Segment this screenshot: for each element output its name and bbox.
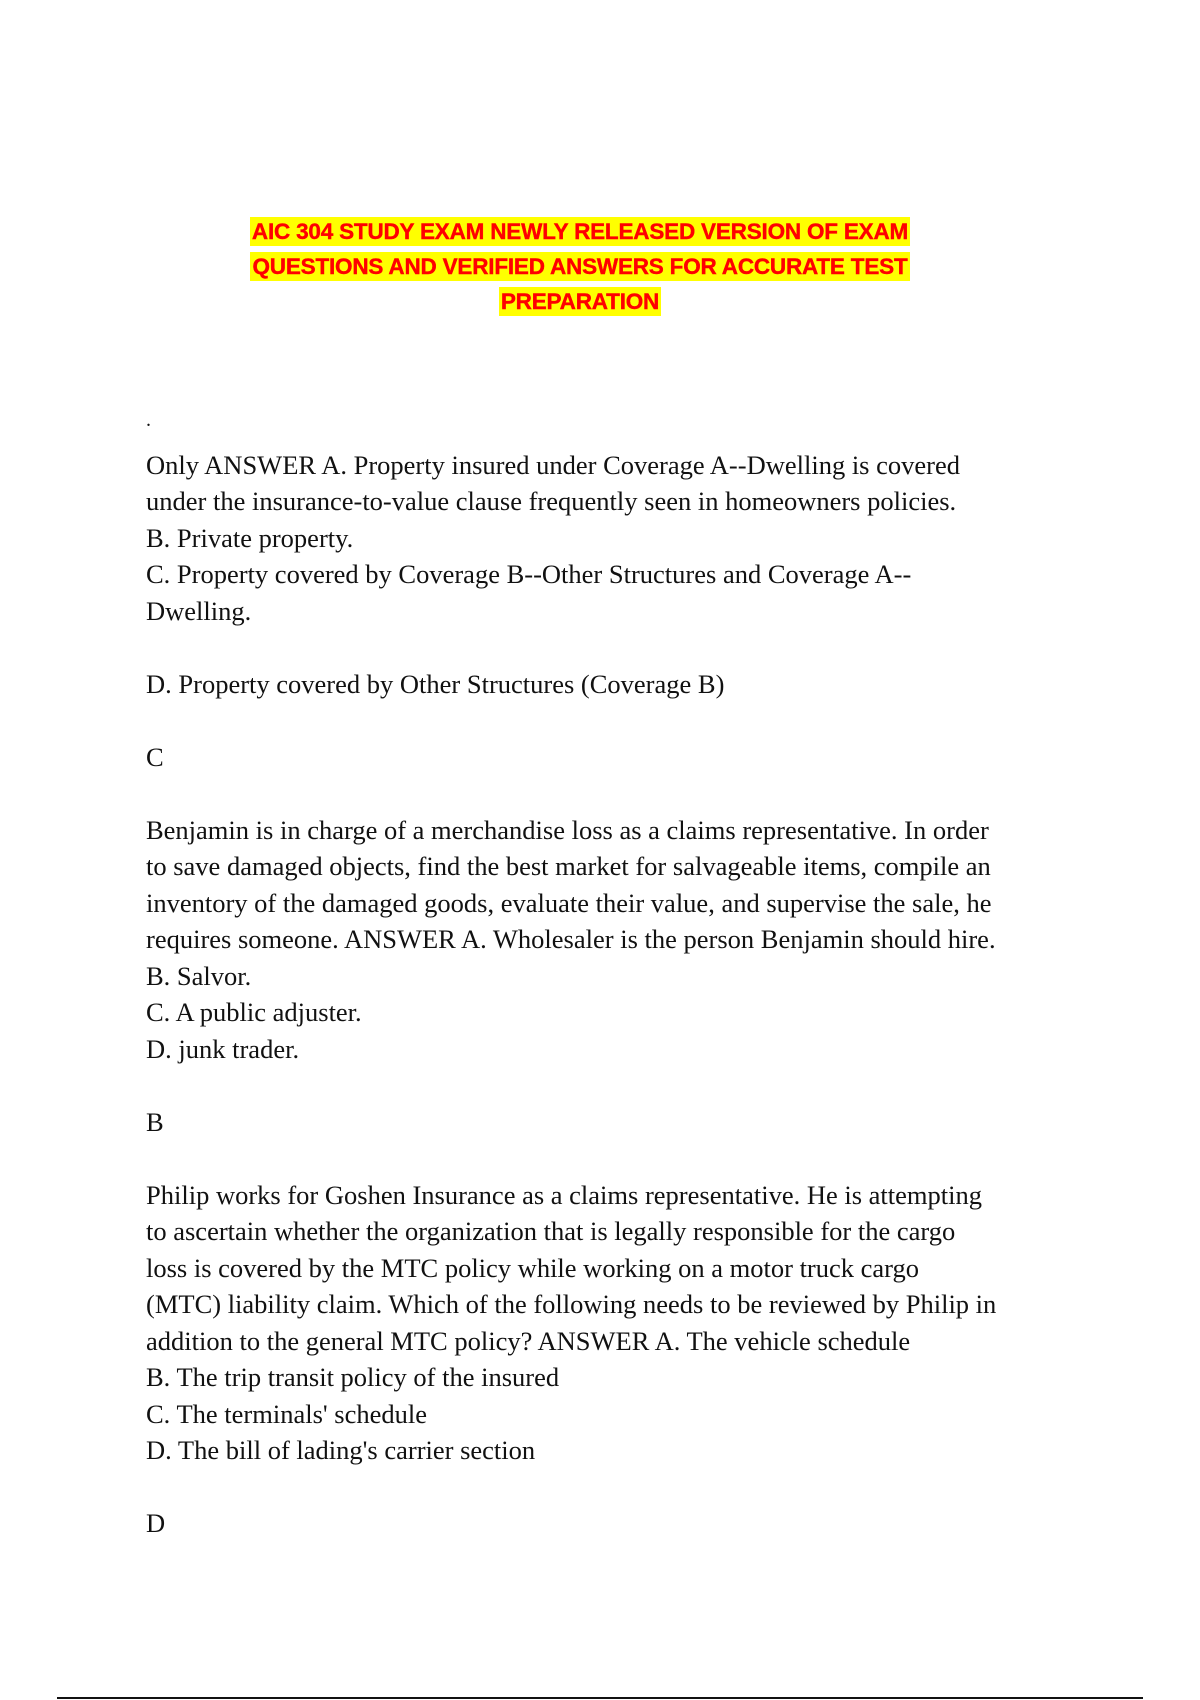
q2-option-d: D. junk trader. xyxy=(146,1033,300,1064)
q2-stem-line-1: Benjamin is in charge of a merchandise loss as a claims representative. In order xyxy=(146,814,989,845)
q1-option-c-line-1: C. Property covered by Coverage B--Other Structures and Coverage A-- xyxy=(146,559,912,589)
q1-stem-line-2: under the insurance-to-value clause frequently seen in homeowners policies. xyxy=(146,486,957,516)
q3-option-b: B. The trip transit policy of the insured xyxy=(146,1362,560,1392)
q3-option-d: D. The bill of lading's carrier section xyxy=(146,1435,536,1465)
q1-option-c-line-2: Dwelling. xyxy=(146,595,252,626)
q1-option-b: B. Private property. xyxy=(146,522,354,553)
question-1 xyxy=(146,447,1076,776)
document-body xyxy=(146,410,1076,1542)
q3-stem-line-2: to ascertain whether the organization that is legally responsible for the cargo xyxy=(146,1216,956,1246)
q1-stem-line-1: Only ANSWER A. Property insured under Coverage A--Dwelling is covered xyxy=(146,449,960,480)
q1-answer: C xyxy=(146,741,164,772)
q3-stem-line-4: (MTC) liability claim. Which of the following needs to be reviewed by Philip in xyxy=(146,1289,997,1319)
title-line-3: PREPARATION xyxy=(500,289,660,314)
q2-stem-line-3: inventory of the damaged goods, evaluate their value, and supervise the sale, he xyxy=(146,887,992,918)
q2-stem-line-4: requires someone. ANSWER A. Wholesaler is the person Benjamin should hire. xyxy=(146,924,996,954)
q1-option-d: D. Property covered by Other Structures (Coverage B) xyxy=(146,668,725,699)
q3-stem-line-1: Philip works for Goshen Insurance as a claims representative. He is attempting xyxy=(146,1179,982,1210)
question-3 xyxy=(146,1177,1076,1542)
q3-stem-line-3: loss is covered by the MTC policy while working on a motor truck cargo xyxy=(146,1252,920,1283)
q3-stem-line-5: addition to the general MTC policy? ANSWER A. The vehicle schedule xyxy=(146,1325,911,1356)
q2-stem-line-2: to save damaged objects, find the best market for salvageable items, compile an xyxy=(146,851,991,881)
q3-option-c: C. The terminals' schedule xyxy=(146,1398,427,1429)
page-bottom-rule xyxy=(57,1697,1143,1699)
title-line-2: QUESTIONS AND VERIFIED ANSWERS FOR ACCURATE TEST xyxy=(252,254,908,279)
q2-answer: B xyxy=(146,1106,164,1137)
title-line-1: AIC 304 STUDY EXAM NEWLY RELEASED VERSION OF EXAM xyxy=(251,219,909,244)
document-title xyxy=(195,214,965,319)
q2-option-c: C. A public adjuster. xyxy=(146,997,362,1027)
stray-dot: . xyxy=(146,409,151,431)
question-2 xyxy=(146,812,1076,1141)
q2-option-b: B. Salvor. xyxy=(146,960,252,991)
q3-answer: D xyxy=(146,1508,166,1538)
